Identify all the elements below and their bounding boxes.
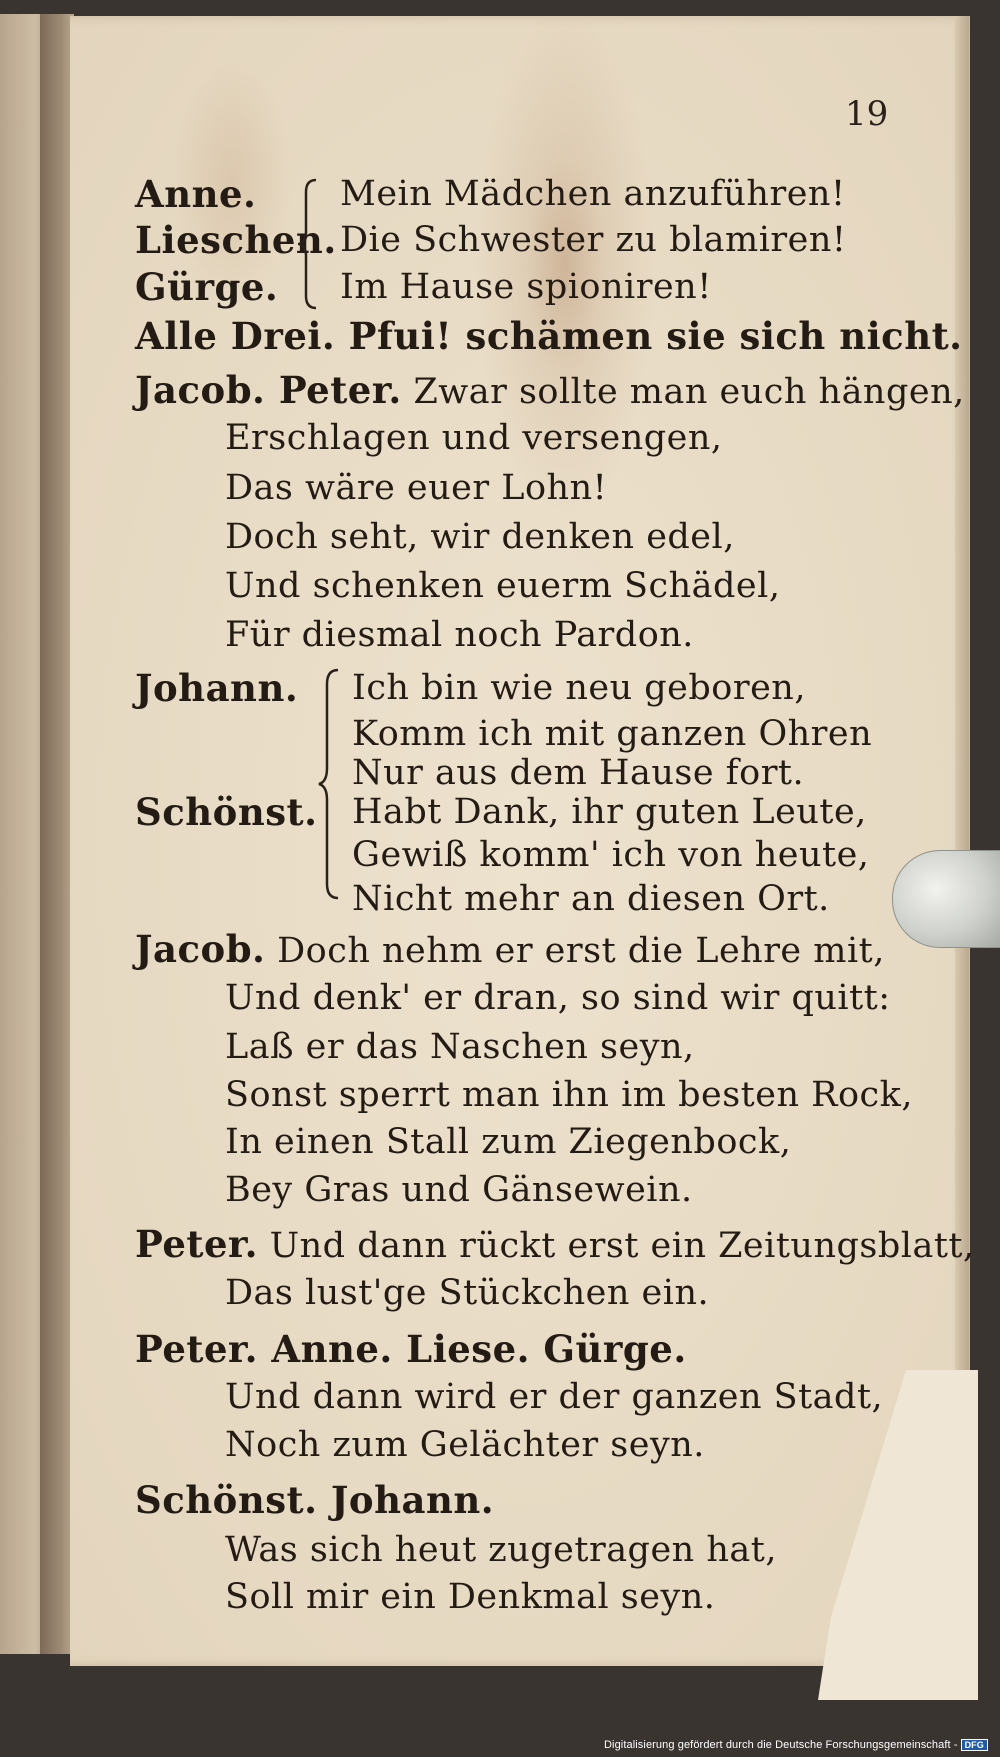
dfg-logo: DFG <box>961 1739 988 1751</box>
peter-first: Und dann rückt erst ein Zeitungsblatt, <box>269 1226 975 1266</box>
duet-line-2: Komm ich mit ganzen Ohren <box>352 714 873 754</box>
speaker-group4: Peter. Anne. Liese. Gürge. <box>135 1327 687 1371</box>
group4-line-2: Noch zum Gelächter seyn. <box>225 1425 705 1465</box>
peter-line-2: Das lust'ge Stückchen ein. <box>225 1273 710 1313</box>
jacob-peter-line-6: Für diesmal noch Pardon. <box>225 615 694 655</box>
speaker-guerge: Gürge. <box>135 265 279 309</box>
jacob-peter-line <box>135 368 965 414</box>
speaker-johann: Johann. <box>135 666 299 710</box>
speaker-jacob: Jacob. <box>135 927 266 971</box>
peter-line <box>135 1222 975 1268</box>
jacob-peter-line-4: Doch seht, wir denken edel, <box>225 517 735 557</box>
duet-line-1: Ich bin wie neu geboren, <box>352 668 806 708</box>
alle-drei-line: Alle Drei. Pfui! schämen sie sich nicht. <box>135 314 963 358</box>
trio-line-3: Im Hause spioniren! <box>340 267 712 307</box>
speaker-peter: Peter. <box>135 1222 258 1266</box>
jacob-peter-line-3: Das wäre euer Lohn! <box>225 468 608 508</box>
page-number: 19 <box>845 94 889 134</box>
jacob-line-6: Bey Gras und Gänsewein. <box>225 1170 693 1210</box>
jacob-first: Doch nehm er erst die Lehre mit, <box>277 931 885 971</box>
digitization-footer <box>604 1739 988 1751</box>
duet-line-4: Habt Dank, ihr guten Leute, <box>352 792 867 832</box>
group4-line-1: Und dann wird er der ganzen Stadt, <box>225 1377 884 1417</box>
jacob-peter-first: Zwar sollte man euch hängen, <box>413 372 965 412</box>
duet-line-3: Nur aus dem Hause fort. <box>352 753 805 793</box>
speaker-schoenst: Schönst. <box>135 790 318 834</box>
jacob-peter-line-2: Erschlagen und versengen, <box>225 418 723 458</box>
trio-line-1: Mein Mädchen anzuführen! <box>340 174 846 214</box>
speaker-schoenst-johann: Schönst. Johann. <box>135 1478 495 1522</box>
jacob-line-2: Und denk' er dran, so sind wir quitt: <box>225 978 891 1018</box>
duet-line-5: Gewiß komm' ich von heute, <box>352 835 870 875</box>
duet-brace <box>318 668 342 900</box>
jacob-line-5: In einen Stall zum Ziegenbock, <box>225 1122 792 1162</box>
final-line-1: Was sich heut zugetragen hat, <box>225 1530 777 1570</box>
footer-text: Digitalisierung gefördert durch die Deutsche Forschungsgemeinschaft - <box>604 1739 958 1751</box>
jacob-line-3: Laß er das Naschen seyn, <box>225 1027 695 1067</box>
trio-line-2: Die Schwester zu blamiren! <box>340 220 847 260</box>
jacob-line <box>135 927 885 973</box>
trio-brace <box>298 178 320 310</box>
jacob-line-4: Sonst sperrt man ihn im besten Rock, <box>225 1075 913 1115</box>
speaker-anne: Anne. <box>135 172 257 216</box>
jacob-peter-line-5: Und schenken euerm Schädel, <box>225 566 781 606</box>
duet-line-6: Nicht mehr an diesen Ort. <box>352 879 830 919</box>
final-line-2: Soll mir ein Denkmal seyn. <box>225 1577 716 1617</box>
speaker-lieschen: Lieschen. <box>135 218 337 262</box>
speaker-jacob-peter: Jacob. Peter. <box>135 368 402 412</box>
